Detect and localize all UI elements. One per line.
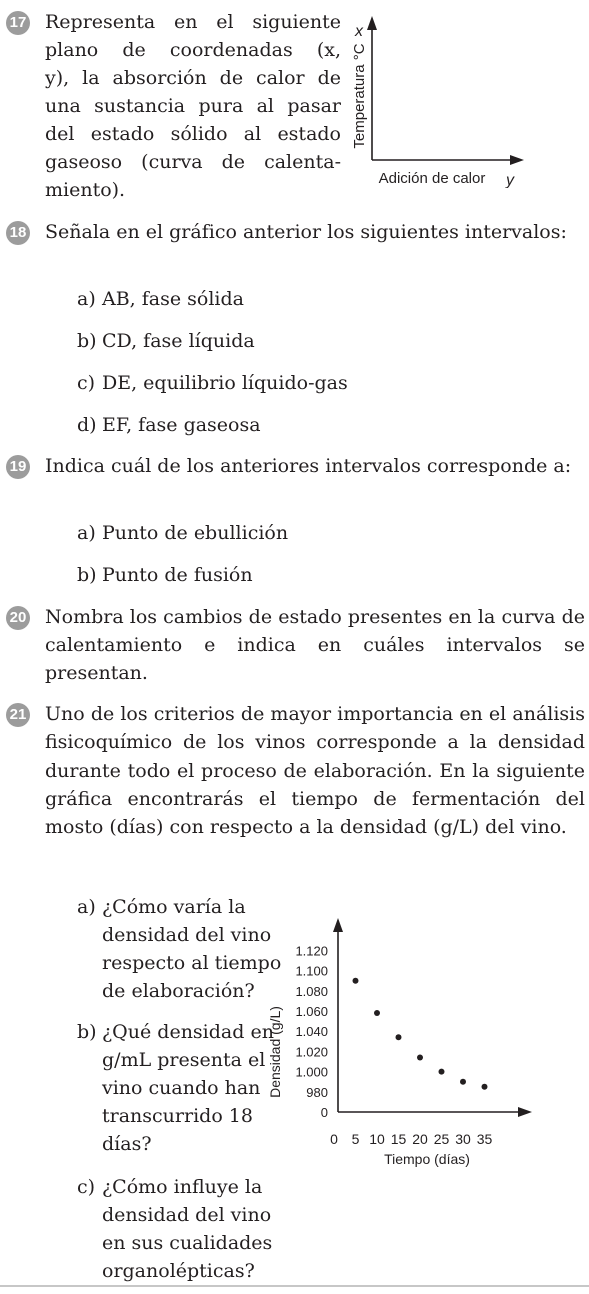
chart-x-tick-label: 30 (455, 1131, 471, 1147)
question-number-badge: 20 (6, 606, 30, 630)
chart-y-tick-label: 1.100 (295, 963, 328, 979)
item-line: ¿Qué densidad en (102, 1021, 274, 1043)
chart-x-tick-label: 0 (330, 1131, 338, 1147)
question-17-line: gaseoso (curva de calenta- (45, 151, 341, 173)
y-axis-variable: x (355, 23, 363, 40)
item-letter: a) (77, 522, 96, 544)
item-line: densidad del vino (102, 924, 272, 946)
question-18-text: Señala en el gráfico anterior los siguientes intervalos: (45, 221, 567, 243)
chart-x-ticks (330, 1131, 492, 1147)
item-line: organolépticas? (102, 1260, 255, 1282)
chart-y-tick-label: 1.040 (295, 1024, 328, 1040)
question-17-line: del estado sólido al estado (45, 123, 341, 145)
question-17-line: y), la absorción de calor de (45, 67, 341, 89)
question-number-badge: 21 (6, 703, 30, 727)
item-text: Punto de fusión (102, 564, 253, 586)
item-text: DE, equilibrio líquido-gas (102, 372, 348, 394)
chart-data-point (439, 1069, 445, 1075)
x-axis-label: Adición de calor (378, 170, 486, 187)
chart-x-tick-label: 20 (412, 1131, 428, 1147)
item-text: CD, fase líquida (102, 330, 255, 352)
chart-data-point (374, 1010, 380, 1016)
chart-y-tick-label: 1.000 (295, 1064, 328, 1080)
question-18-item (77, 411, 261, 439)
question-number-badge: 18 (6, 221, 30, 245)
question-17-line: miento). (45, 179, 126, 201)
item-line: densidad del vino (102, 1204, 272, 1226)
question-number-badge: 19 (6, 455, 30, 479)
chart-y-tick-label: 1.060 (295, 1004, 328, 1019)
question-17-line: plano de coordenadas (x, (45, 39, 341, 61)
item-line: respecto al tiempo (102, 952, 282, 974)
chart-data-point (460, 1079, 466, 1085)
question-19-sentence: Indica cuál de los anteriores intervalos corresponde a: (45, 455, 572, 477)
chart-y-axis-label: Densidad (g/L) (267, 1006, 283, 1098)
page-bottom-rule (0, 1285, 589, 1287)
item-text: Punto de ebullición (102, 522, 289, 544)
chart-y-axis-arrow (333, 918, 343, 932)
item-line: en sus cualidades (102, 1232, 273, 1254)
item-letter: c) (77, 1176, 96, 1198)
question-19-item (77, 519, 288, 547)
item-line: ¿Cómo varía la (102, 896, 246, 918)
item-letter: b) (77, 1021, 97, 1043)
item-line: de elaboración? (102, 980, 255, 1002)
chart-x-axis-arrow (518, 1107, 532, 1117)
question-18-item (77, 327, 255, 355)
item-letter: a) (77, 288, 96, 310)
chart-y-tick-label: 1.020 (295, 1044, 328, 1060)
question-18-item (77, 369, 348, 397)
y-axis-label: Temperatura °C (351, 43, 368, 149)
item-text: AB, fase sólida (102, 288, 244, 310)
chart-data-point (417, 1054, 423, 1060)
chart-y-tick-label: 1.080 (295, 983, 328, 999)
x-axis-variable: y (506, 172, 514, 188)
y-axis-arrow (367, 16, 377, 30)
question-17-line: una sustancia pura al pasar (45, 95, 341, 117)
chart-points (353, 978, 488, 1090)
question-18-item (77, 285, 244, 313)
item-text (102, 893, 281, 1005)
chart-y-tick-label: 1.120 (295, 943, 328, 959)
question-19-text (45, 452, 585, 480)
chart-x-tick-label: 35 (476, 1131, 493, 1147)
item-line: g/mL presenta el (102, 1049, 266, 1071)
item-line: vino cuando han (102, 1077, 261, 1099)
item-letter: b) (77, 330, 97, 352)
chart-data-point (396, 1034, 402, 1040)
item-text: EF, fase gaseosa (102, 414, 261, 436)
item-line: ¿Cómo influye la (102, 1176, 263, 1198)
question-17-line: Representa en el siguiente (45, 11, 341, 33)
chart-x-tick-label: 15 (390, 1131, 407, 1147)
item-letter: a) (77, 896, 96, 918)
question-17-text (45, 8, 341, 204)
heating-curve-axes (340, 8, 540, 188)
question-number-badge: 17 (6, 11, 30, 35)
question-19-item (77, 561, 253, 589)
item-line: transcurrido 18 (102, 1105, 253, 1127)
item-letter: b) (77, 564, 97, 586)
chart-data-point (482, 1084, 488, 1090)
chart-x-axis-label: Tiempo (días) (384, 1151, 470, 1167)
item-text (102, 1173, 272, 1285)
chart-y-tick-label: 980 (306, 1084, 328, 1100)
x-axis-arrow (510, 155, 524, 165)
question-21-text: Uno de los criterios de mayor importancia en el análisis fisicoquímico de los vinos corresponde a la densidad durante todo el proceso de elaboración. En la siguiente gráfica encontrarás el tiempo de fermentación del mosto (días) con respecto a la densidad (g/L) del vino. (45, 703, 585, 839)
chart-x-tick-label: 25 (433, 1131, 450, 1147)
item-letter: c) (77, 372, 96, 394)
density-chart (262, 910, 542, 1200)
item-line: días? (102, 1133, 152, 1155)
chart-x-tick-label: 5 (351, 1131, 360, 1147)
chart-y-ticks (295, 943, 328, 1120)
chart-y-tick-label: 0 (320, 1105, 328, 1120)
chart-x-tick-label: 10 (369, 1131, 385, 1147)
question-20-text: Nombra los cambios de estado presentes en la curva de calentamiento e indica en cuáles intervalos se presentan. (45, 606, 585, 684)
chart-data-point (353, 978, 359, 984)
item-letter: d) (77, 414, 97, 436)
item-text (102, 1018, 274, 1158)
